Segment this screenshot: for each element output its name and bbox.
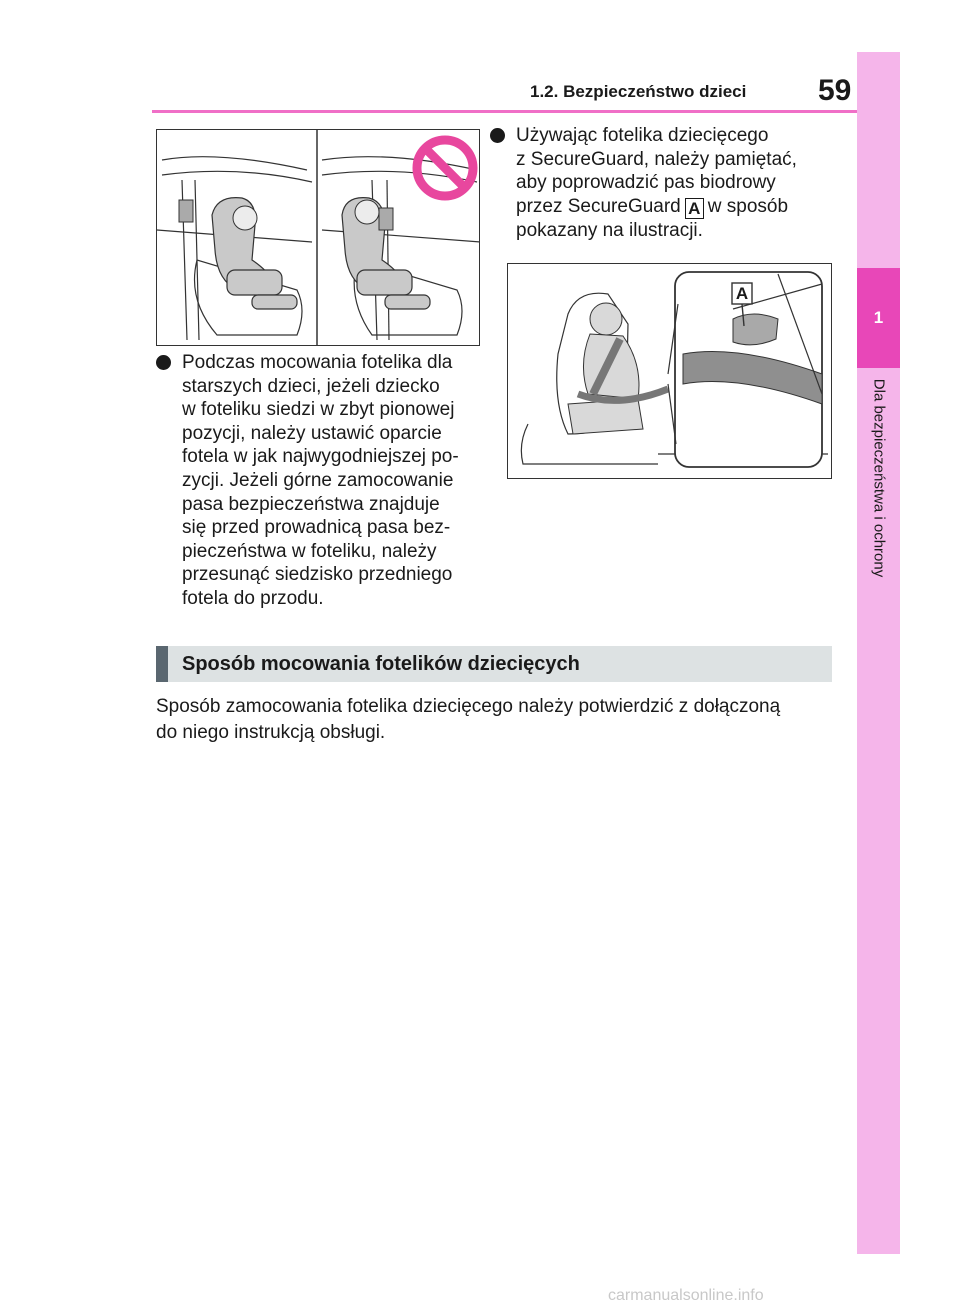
chapter-label: Dla bezpieczeństwa i ochrony [870, 378, 888, 578]
section-title: 1.2. Bezpieczeństwo dzieci [530, 82, 747, 101]
bullet-icon [490, 128, 505, 143]
secureguard-belt-illustration [507, 263, 832, 479]
figure-callout-a: A [735, 284, 749, 303]
callout-badge-a: A [685, 198, 704, 219]
bullet-text [490, 124, 840, 242]
footer-watermark: carmanualsonline.info [608, 1287, 764, 1304]
child-seat-installation-illustration [156, 129, 480, 346]
bullet-icon [156, 355, 171, 370]
child-seat-installation-drawing [157, 130, 480, 346]
bullet-text-after: w sposób pokazany na ilustracji. [516, 195, 789, 241]
bullet-secureguard [490, 124, 840, 242]
chapter-number: 1 [873, 308, 884, 327]
bullet-text-before: Używając fotelika dziecięcego z SecureGuard, należy pamiętać, aby poprowadzić pas biodrowy przez SecureGuard [516, 125, 797, 217]
page-number: 59 [818, 74, 852, 107]
chapter-side-tab [857, 52, 900, 1254]
secureguard-belt-drawing [508, 264, 832, 479]
section-heading: Sposób mocowania fotelików dziecięcych [156, 646, 832, 682]
section-paragraph: Sposób zamocowania fotelika dziecięcego należy potwierdzić z dołączoną do niego instrukcją obsługi. [156, 696, 781, 743]
prohibited-icon [417, 140, 473, 196]
bullet-upright-child [156, 351, 486, 611]
chapter-number-tab[interactable] [857, 268, 900, 368]
header-rule [152, 110, 857, 113]
bullet-text: Podczas mocowania fotelika dla starszych dzieci, jeżeli dziecko w foteliku siedzi w zbyt pionowej pozycji, należy ustawić oparcie fotela w jak najwygodniejszej po- zycji. Jeżeli górne zamocowanie pasa bezpieczeństwa znajduje się przed prowadnicą pasa bez- pieczeństwa w foteliku, należy przesunąć siedzisko przedniego fotela do przodu. [182, 352, 459, 609]
